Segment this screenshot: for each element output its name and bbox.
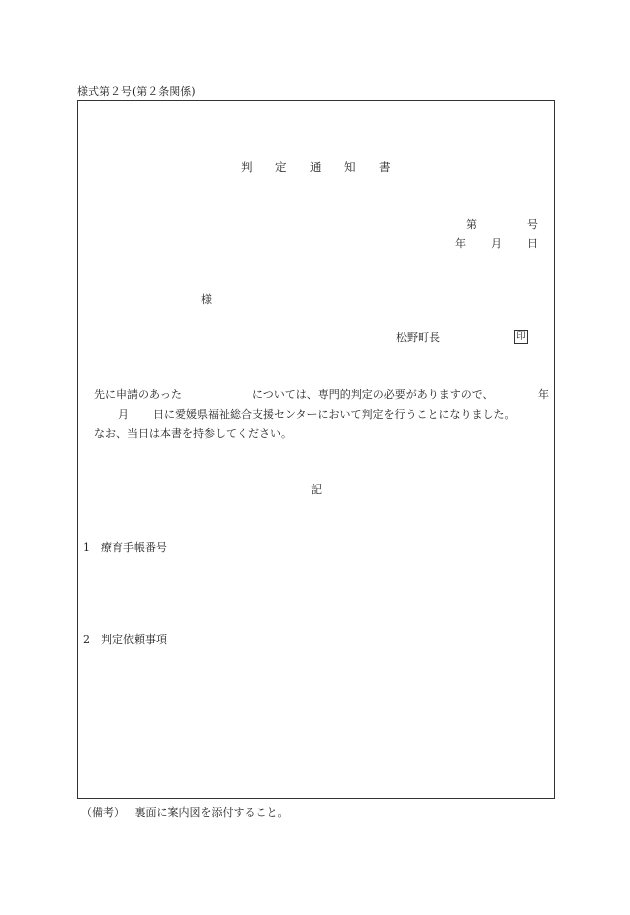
item-2-label: 判定依頼事項 [101,633,167,646]
seal-mark: 印 [514,330,528,344]
body-line-1-year: 年 [538,388,549,401]
title-char: 定 [275,160,287,174]
footer-note [81,807,289,818]
date-year: 年 [455,237,466,250]
addressee-suffix: 様 [201,293,212,306]
item-1-number: 1 [83,541,90,554]
number-suffix: 号 [527,218,538,231]
form-frame [77,100,555,799]
body-line-1b: については、専門的判定の必要がありますので、 [252,388,494,401]
body-line-2: 日に愛媛県福祉総合支援センターにおいて判定を行うことになりました。 [153,408,516,421]
item-1-label: 療育手帳番号 [101,541,167,554]
item-2-number: 2 [83,633,90,646]
title-char: 知 [344,160,356,174]
note-label: （備考） [81,806,125,819]
title-char: 通 [310,160,322,174]
body-line-2-month: 月 [118,408,129,421]
date-day: 日 [527,237,538,250]
title-char: 判 [241,160,253,174]
date-month: 月 [491,237,502,250]
form-number: 様式第２号(第２条関係) [77,85,196,98]
body-line-3: なお、当日は本書を持参してください。 [94,427,292,440]
issuer-name: 松野町長 [396,331,440,344]
note-text: 裏面に案内図を添付すること。 [134,806,289,819]
ki-heading: 記 [311,483,322,496]
title-char: 書 [379,160,391,174]
body-line-1a: 先に申請のあった [94,388,182,401]
number-prefix: 第 [466,218,477,231]
